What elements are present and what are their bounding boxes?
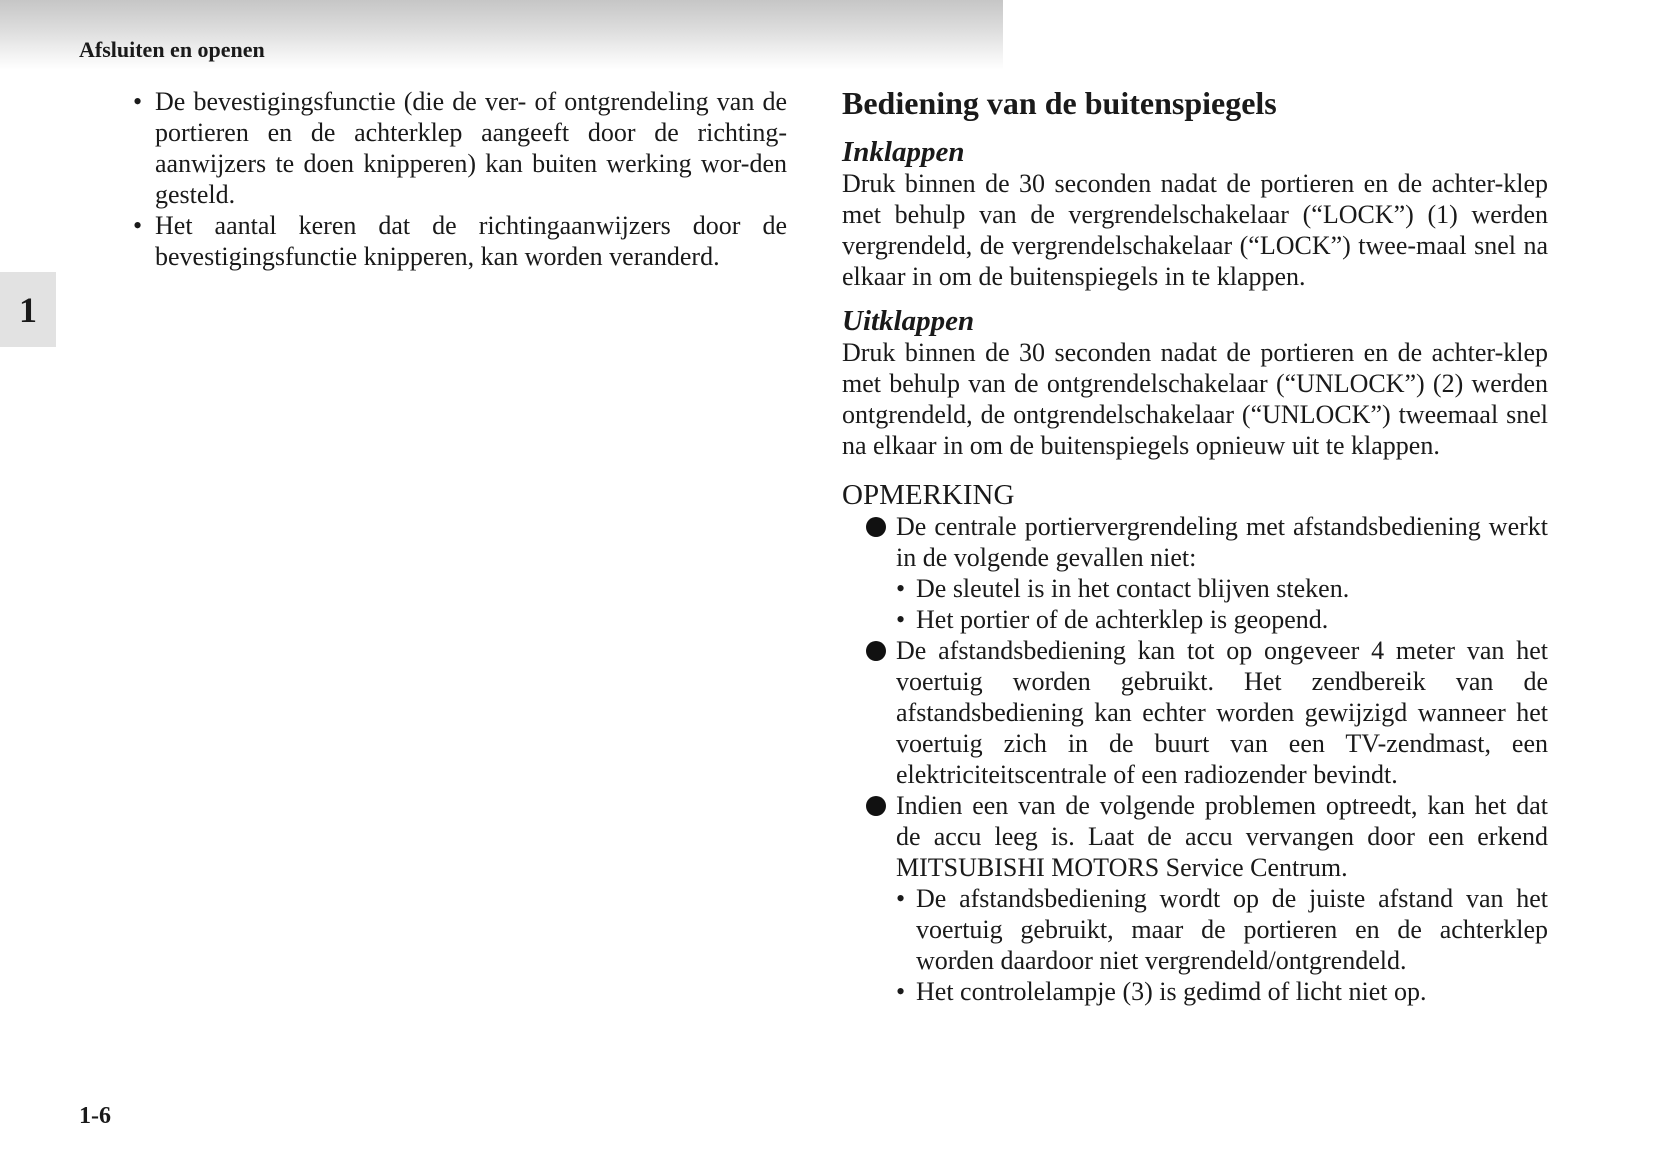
chapter-tab — [0, 272, 56, 347]
note-item-text: De centrale portiervergrendeling met afstandsbediening werkt in de volgende gevallen niet: — [896, 512, 1548, 572]
uitklappen-text: Druk binnen de 30 seconden nadat de portieren en de achter-klep met behulp van de ontgrendelschakelaar (“UNLOCK”) (2) werden ontgrendeld, de ontgrendelschakelaar (“UNLOCK”) tweemaal snel na elkaar in om de buitenspiegels opnieuw uit te klappen. — [842, 338, 1548, 460]
page-number: 1-6 — [79, 1103, 111, 1129]
bullet-text: De bevestigingsfunctie (die de ver- of ontgrendeling van de portieren en de achterklep aangeeft door de richting-aanwijzers te doen knipperen) kan buiten werking wor-den gesteld. — [155, 87, 787, 209]
note-item-text: Indien een van de volgende problemen optreedt, kan het dat de accu leeg is. Laat de accu vervangen door een erkend MITSUBISHI MOTORS Service Centrum. — [896, 791, 1548, 882]
note-item — [866, 635, 1548, 790]
note-title: OPMERKING — [842, 479, 1015, 511]
note-subitem — [896, 573, 1548, 604]
list-item — [133, 86, 787, 210]
note-subitem-text: Het controlelampje (3) is gedimd of licht niet op. — [916, 977, 1427, 1006]
note-subitem-text: De afstandsbediening wordt op de juiste afstand van het voertuig gebruikt, maar de portieren en de achterklep worden daardoor niet vergrendeld/ontgrendeld. — [916, 884, 1548, 975]
section-title: Afsluiten en openen — [79, 37, 265, 62]
note-subitem-text: Het portier of de achterklep is geopend. — [916, 605, 1329, 634]
note-subitem — [896, 604, 1548, 635]
bullet-dot-icon — [866, 511, 896, 537]
note-item — [866, 511, 1548, 635]
note-item — [866, 790, 1548, 1007]
bullet-icon: • — [896, 574, 906, 603]
right-column — [842, 84, 1548, 1007]
bullet-icon: • — [133, 211, 143, 240]
bullet-icon: • — [896, 605, 906, 634]
list-item — [133, 210, 787, 272]
inklappen-title: Inklappen — [842, 136, 965, 168]
note-list — [866, 511, 1548, 1007]
bullet-text: Het aantal keren dat de richtingaanwijzers door de bevestigingsfunctie knipperen, kan worden veranderd. — [155, 211, 787, 271]
note-subitem-text: De sleutel is in het contact blijven steken. — [916, 574, 1350, 603]
note-item-text: De afstandsbediening kan tot op ongeveer 4 meter van het voertuig worden gebruikt. Het zendbereik van de afstandsbediening kan echter worden gewijzigd wanneer het voertuig zich in de buurt van een TV-zendmast, een elektriciteitscentrale of een radiozender bevindt. — [896, 636, 1548, 789]
bullet-icon: • — [896, 977, 906, 1006]
left-column — [133, 86, 787, 272]
note-subitem — [896, 883, 1548, 976]
mirrors-heading: Bediening van de buitenspiegels — [842, 85, 1277, 121]
uitklappen-title: Uitklappen — [842, 305, 975, 337]
note-subitem — [896, 976, 1548, 1007]
bullet-icon: • — [896, 884, 906, 913]
bullet-dot-icon — [866, 635, 896, 661]
inklappen-text: Druk binnen de 30 seconden nadat de portieren en de achter-klep met behulp van de vergrendelschakelaar (“LOCK”) (1) werden vergrendeld, de vergrendelschakelaar (“LOCK”) twee-maal snel na elkaar in om de buitenspiegels in te klappen. — [842, 169, 1548, 291]
bullet-icon: • — [133, 87, 143, 116]
bullet-dot-icon — [866, 790, 896, 816]
chapter-number: 1 — [19, 289, 37, 330]
